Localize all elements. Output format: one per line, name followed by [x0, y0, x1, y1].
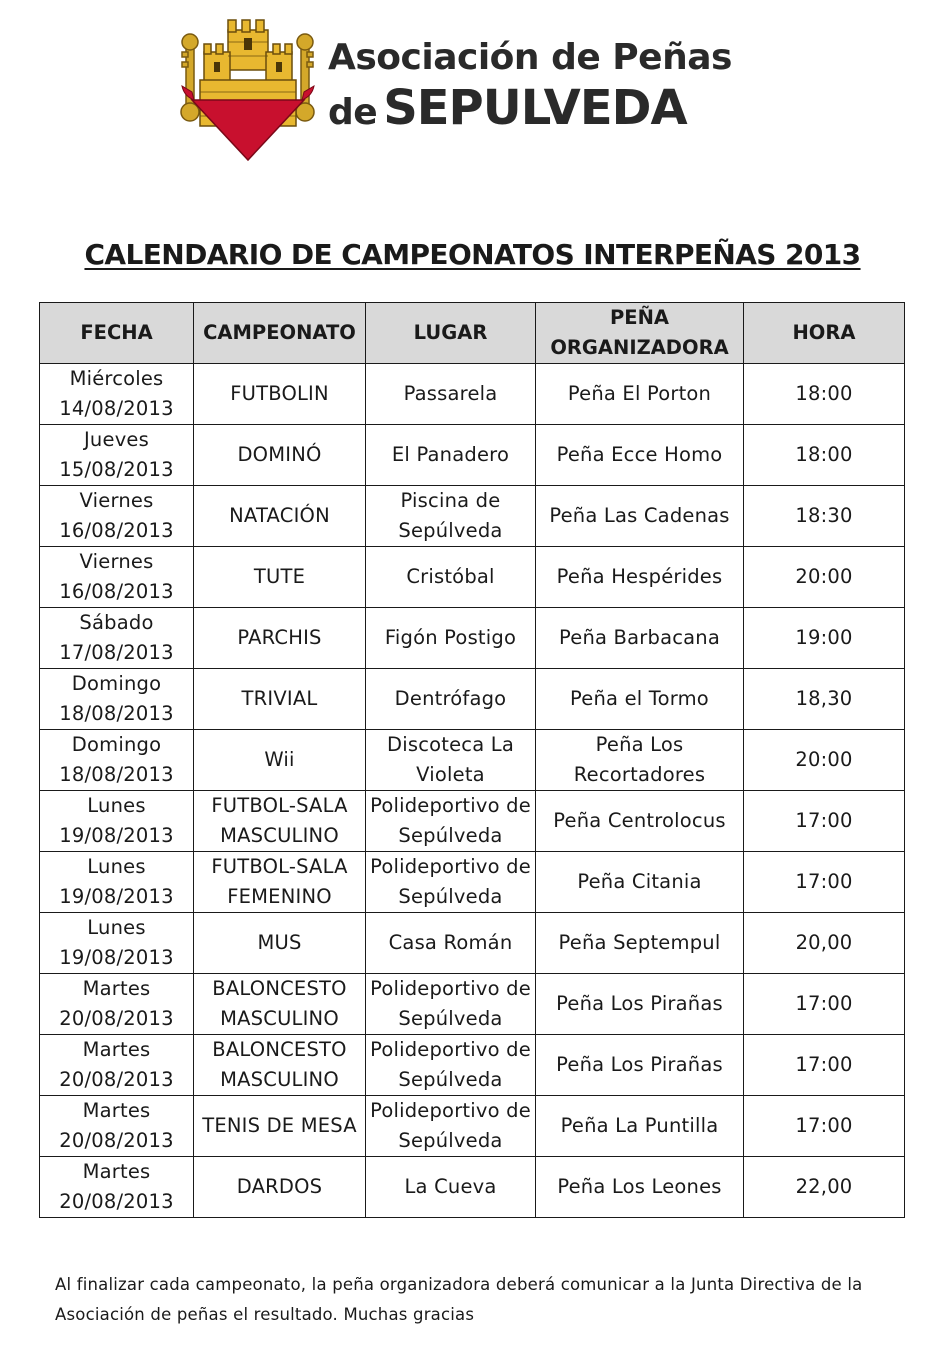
footer-note: Al finalizar cada campeonato, la peña organizadora deberá comunicar a la Junta Directiva de la Asociación de peñas el resultado. Muchas gracias: [55, 1275, 863, 1324]
hora-cell: 19:00: [744, 608, 905, 669]
column-header-hora: HORA: [744, 303, 905, 364]
organization-name-line2: [328, 80, 732, 136]
lugar-cell: Casa Román: [366, 913, 536, 974]
pena-cell: Peña Los Pirañas: [536, 1035, 744, 1096]
lugar-cell: Piscina de Sepúlveda: [366, 486, 536, 547]
organization-name-line1: Asociación de Peñas: [328, 37, 732, 78]
campeonato-cell: FUTBOL-SALA MASCULINO: [194, 791, 366, 852]
date-value: 20/08/2013: [59, 1068, 174, 1091]
fecha-cell: [40, 791, 194, 852]
hora-cell: 20:00: [744, 730, 905, 791]
day-name: Jueves: [83, 428, 149, 451]
fecha-cell: [40, 425, 194, 486]
day-name: Domingo: [71, 672, 162, 695]
pena-cell: Peña El Porton: [536, 364, 744, 425]
table-row: [40, 1157, 905, 1218]
table-row: [40, 669, 905, 730]
day-name: Lunes: [87, 794, 146, 817]
page-header: [180, 12, 740, 162]
column-header-pena-organizadora: PEÑA ORGANIZADORA: [536, 303, 744, 364]
pena-cell: Peña Las Cadenas: [536, 486, 744, 547]
column-header-campeonato: CAMPEONATO: [194, 303, 366, 364]
lugar-cell: Passarela: [366, 364, 536, 425]
pena-cell: Peña Centrolocus: [536, 791, 744, 852]
fecha-cell: [40, 608, 194, 669]
table-row: [40, 364, 905, 425]
day-name: Martes: [82, 977, 151, 1000]
day-name: Lunes: [87, 855, 146, 878]
day-name: Viernes: [79, 489, 154, 512]
day-name: Viernes: [79, 550, 154, 573]
hora-cell: 22,00: [744, 1157, 905, 1218]
fecha-cell: [40, 974, 194, 1035]
campeonato-cell: FUTBOL-SALA FEMENINO: [194, 852, 366, 913]
day-name: Sábado: [79, 611, 154, 634]
table-row: [40, 547, 905, 608]
organization-name: [328, 37, 732, 136]
table-header-row: [40, 303, 905, 364]
organization-name-prefix: de: [328, 92, 378, 133]
campeonato-cell: Wii: [194, 730, 366, 791]
hora-cell: 17:00: [744, 791, 905, 852]
lugar-cell: Dentrófago: [366, 669, 536, 730]
date-value: 15/08/2013: [59, 458, 174, 481]
day-name: Domingo: [71, 733, 162, 756]
date-value: 20/08/2013: [59, 1129, 174, 1152]
campeonato-cell: FUTBOLIN: [194, 364, 366, 425]
hora-cell: 17:00: [744, 1096, 905, 1157]
page-title: CALENDARIO DE CAMPEONATOS INTERPEÑAS 2013: [84, 238, 861, 271]
column-header-lugar: LUGAR: [366, 303, 536, 364]
date-value: 16/08/2013: [59, 519, 174, 542]
pena-cell: Peña el Tormo: [536, 669, 744, 730]
fecha-cell: [40, 730, 194, 791]
campeonato-cell: BALONCESTO MASCULINO: [194, 974, 366, 1035]
date-value: 19/08/2013: [59, 885, 174, 908]
pena-cell: Peña Los Recortadores: [536, 730, 744, 791]
date-value: 19/08/2013: [59, 946, 174, 969]
campeonato-cell: DARDOS: [194, 1157, 366, 1218]
fecha-cell: [40, 1035, 194, 1096]
campeonato-cell: TUTE: [194, 547, 366, 608]
campeonato-cell: NATACIÓN: [194, 486, 366, 547]
lugar-cell: Cristóbal: [366, 547, 536, 608]
table-row: [40, 608, 905, 669]
date-value: 19/08/2013: [59, 824, 174, 847]
date-value: 16/08/2013: [59, 580, 174, 603]
lugar-cell: El Panadero: [366, 425, 536, 486]
hora-cell: 17:00: [744, 852, 905, 913]
table-row: [40, 852, 905, 913]
pena-cell: Peña Los Leones: [536, 1157, 744, 1218]
lugar-cell: Polideportivo de Sepúlveda: [366, 1035, 536, 1096]
date-value: 18/08/2013: [59, 763, 174, 786]
pena-cell: Peña Ecce Homo: [536, 425, 744, 486]
fecha-cell: [40, 364, 194, 425]
table-row: [40, 1096, 905, 1157]
pena-cell: Peña Citania: [536, 852, 744, 913]
lugar-cell: Polideportivo de Sepúlveda: [366, 852, 536, 913]
date-value: 18/08/2013: [59, 702, 174, 725]
campeonato-cell: PARCHIS: [194, 608, 366, 669]
date-value: 17/08/2013: [59, 641, 174, 664]
fecha-cell: [40, 486, 194, 547]
campeonato-cell: TRIVIAL: [194, 669, 366, 730]
table-row: [40, 425, 905, 486]
day-name: Martes: [82, 1160, 151, 1183]
table-row: [40, 913, 905, 974]
day-name: Martes: [82, 1099, 151, 1122]
campeonato-cell: MUS: [194, 913, 366, 974]
organization-name-town: SEPULVEDA: [383, 80, 687, 136]
lugar-cell: Polideportivo de Sepúlveda: [366, 1096, 536, 1157]
day-name: Martes: [82, 1038, 151, 1061]
day-name: Lunes: [87, 916, 146, 939]
campeonato-cell: TENIS DE MESA: [194, 1096, 366, 1157]
castle-logo-icon: [180, 12, 315, 162]
pena-cell: Peña Hespérides: [536, 547, 744, 608]
hora-cell: 17:00: [744, 1035, 905, 1096]
day-name: Miércoles: [69, 367, 164, 390]
campeonato-cell: DOMINÓ: [194, 425, 366, 486]
lugar-cell: Polideportivo de Sepúlveda: [366, 974, 536, 1035]
hora-cell: 18,30: [744, 669, 905, 730]
championship-schedule-table: [39, 302, 905, 1218]
lugar-cell: Polideportivo de Sepúlveda: [366, 791, 536, 852]
pena-cell: Peña Barbacana: [536, 608, 744, 669]
pena-cell: Peña Septempul: [536, 913, 744, 974]
table-row: [40, 730, 905, 791]
date-value: 20/08/2013: [59, 1190, 174, 1213]
lugar-cell: Figón Postigo: [366, 608, 536, 669]
fecha-cell: [40, 669, 194, 730]
date-value: 14/08/2013: [59, 397, 174, 420]
hora-cell: 18:30: [744, 486, 905, 547]
date-value: 20/08/2013: [59, 1007, 174, 1030]
fecha-cell: [40, 1096, 194, 1157]
hora-cell: 18:00: [744, 425, 905, 486]
column-header-fecha: FECHA: [40, 303, 194, 364]
table-row: [40, 1035, 905, 1096]
lugar-cell: La Cueva: [366, 1157, 536, 1218]
hora-cell: 20,00: [744, 913, 905, 974]
fecha-cell: [40, 547, 194, 608]
hora-cell: 20:00: [744, 547, 905, 608]
table-row: [40, 791, 905, 852]
campeonato-cell: BALONCESTO MASCULINO: [194, 1035, 366, 1096]
table-row: [40, 974, 905, 1035]
pena-cell: Peña La Puntilla: [536, 1096, 744, 1157]
hora-cell: 18:00: [744, 364, 905, 425]
hora-cell: 17:00: [744, 974, 905, 1035]
lugar-cell: Discoteca La Violeta: [366, 730, 536, 791]
table-row: [40, 486, 905, 547]
fecha-cell: [40, 913, 194, 974]
fecha-cell: [40, 852, 194, 913]
fecha-cell: [40, 1157, 194, 1218]
pena-cell: Peña Los Pirañas: [536, 974, 744, 1035]
